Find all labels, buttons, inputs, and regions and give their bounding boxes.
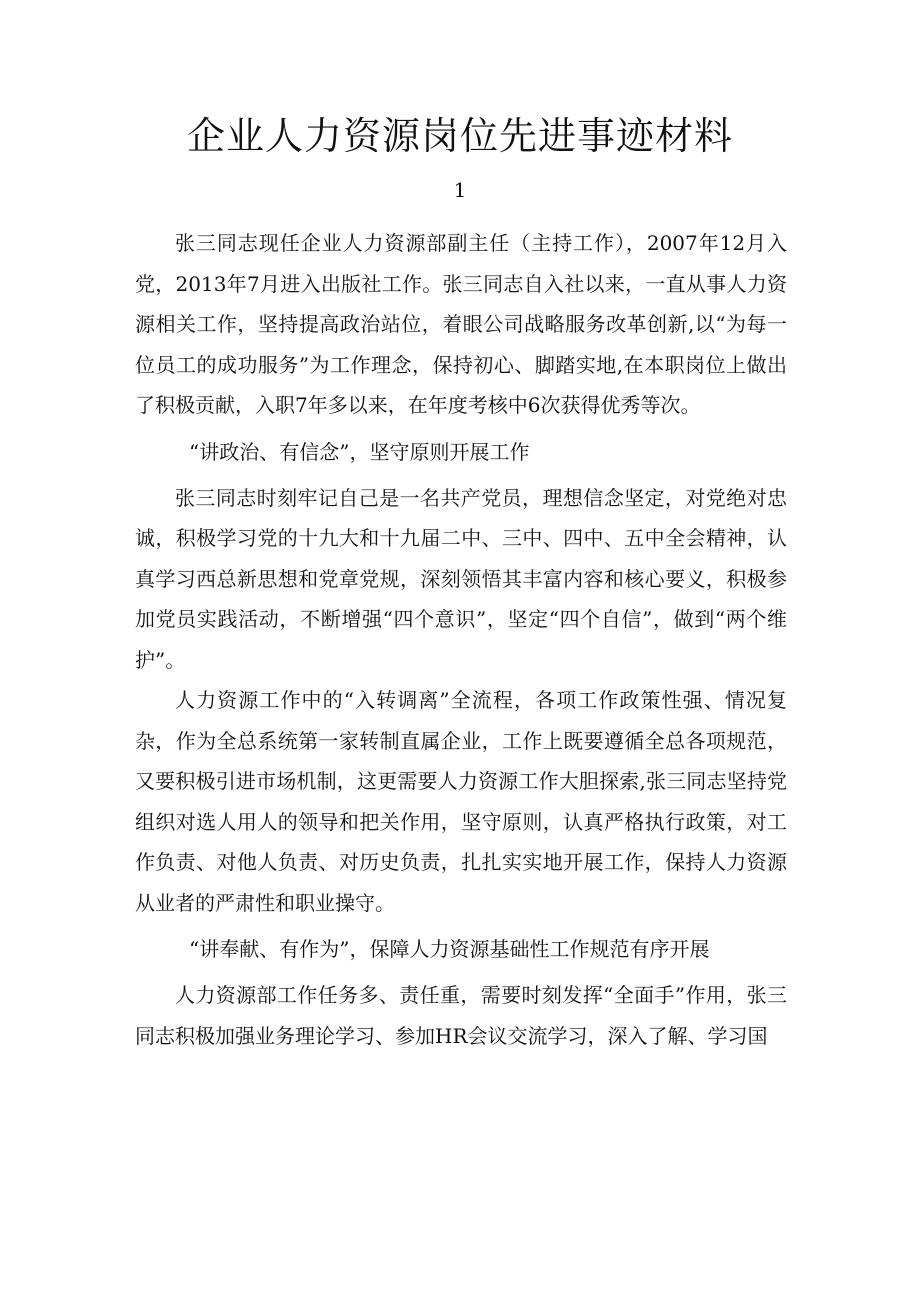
document-title: 企业人力资源岗位先进事迹材料 bbox=[186, 114, 733, 158]
document-body bbox=[135, 223, 787, 1056]
section-heading-dedication: “讲奉献、有作为”，保障人力资源基础性工作规范有序开展 bbox=[189, 937, 710, 961]
paragraph-hr-process: 人力资源工作中的“入转调离”全流程，各项工作政策性强、情况复杂，作为全总系统第一家转制直属企业，工作上既要遵循全总各项规范，又要积极引进市场机制，这更需要人力资源工作大胆探索,张三同志坚持党组织对选人用人的领导和把关作用，坚守原则，认真严格执行政策，对工作负责、对他人负责、对历史负责，扎扎实实地开展工作，保持人力资源从业者的严肃性和职业操守。 bbox=[135, 688, 787, 915]
page-number: 1 bbox=[453, 178, 467, 202]
paragraph-dedication: 人力资源部工作任务多、责任重，需要时刻发挥“全面手”作用，张三同志积极加强业务理论学习、参加HR会议交流学习，深入了解、学习国 bbox=[135, 983, 787, 1048]
section-heading-politics: “讲政治、有信念”，坚守原则开展工作 bbox=[189, 439, 530, 464]
paragraph-intro: 张三同志现任企业人力资源部副主任（主持工作），2007年12月入党，2013年7月进入出版社工作。张三同志自入社以来，一直从事人力资源相关工作，坚持提高政治站位，着眼公司战略服务改革创新,以“为每一位员工的成功服务”为工作理念，保持初心、脚踏实地,在本职岗位上做出了积极贡献，入职7年多以来，在年度考核中6次获得优秀等次。 bbox=[135, 231, 787, 417]
paragraph-politics: 张三同志时刻牢记自己是一名共产党员，理想信念坚定，对党绝对忠诚，积极学习党的十九大和十九届二中、三中、四中、五中全会精神，认真学习西总新思想和党章党规，深刻领悟其丰富内容和核心要义，积极参加党员实践活动，不断增强“四个意识”，坚定“四个自信”，做到“两个维护”。 bbox=[135, 485, 787, 672]
